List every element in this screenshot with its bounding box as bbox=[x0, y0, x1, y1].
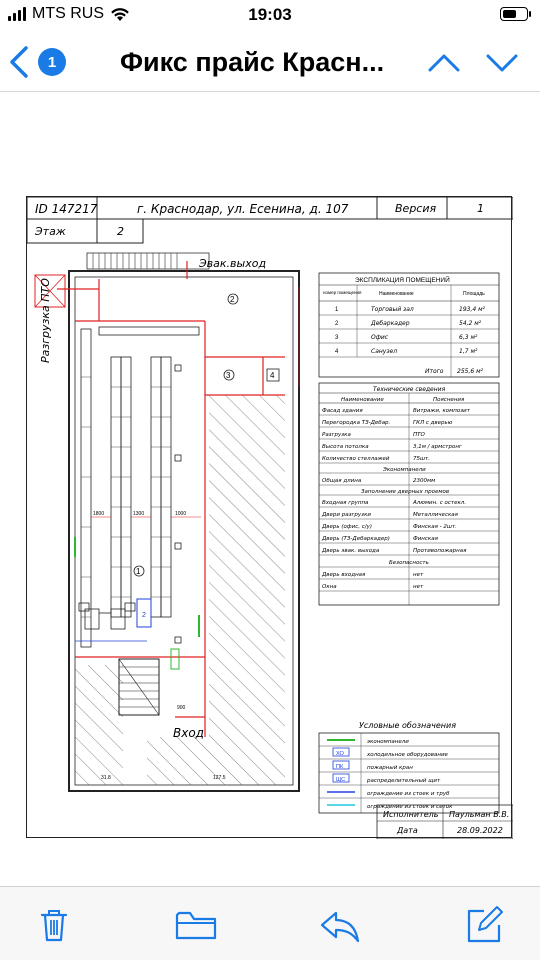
plan-version-value: 1 bbox=[477, 202, 484, 215]
tech-row-value: нет bbox=[413, 584, 424, 590]
plan-floor-value: 2 bbox=[117, 225, 124, 238]
dim-1800: 1800 bbox=[93, 511, 105, 517]
explication-row-area: 6,3 м² bbox=[459, 334, 478, 341]
explication-row-num: 2 bbox=[335, 321, 339, 327]
legend-table bbox=[319, 721, 499, 813]
trash-button[interactable] bbox=[34, 905, 74, 945]
tech-row-name: Разгрузка bbox=[322, 432, 351, 438]
explication-row-num: 1 bbox=[335, 307, 339, 313]
floor-plan-drawing bbox=[27, 197, 513, 839]
svg-text:2: 2 bbox=[142, 612, 146, 619]
explication-row-name: Санузел bbox=[371, 348, 398, 355]
nav-bar bbox=[0, 32, 540, 92]
explication-header-name: Наименование bbox=[379, 291, 414, 297]
compose-icon bbox=[464, 905, 504, 945]
tech-row-name: Окна bbox=[322, 584, 337, 590]
folder-icon bbox=[174, 905, 218, 945]
tech-row-name: Дверь (офис, с/у) bbox=[322, 524, 372, 530]
legend-item-label: холодильное оборудование bbox=[367, 752, 448, 758]
tech-row-value: 75шт. bbox=[413, 456, 430, 462]
explication-row-area: 193,4 м² bbox=[459, 306, 486, 313]
status-bar bbox=[0, 0, 540, 32]
tech-row-value: ГКЛ с дверью bbox=[413, 420, 453, 426]
tech-row-value: Витражи, композит bbox=[413, 408, 470, 414]
room-number-3: 3 bbox=[226, 371, 231, 380]
trash-icon bbox=[34, 905, 74, 945]
legend-pk-symbol: ПК bbox=[336, 764, 344, 770]
tech-row-value: Финская - 2шт. bbox=[413, 524, 457, 530]
tech-header-name: Наименование bbox=[341, 397, 384, 403]
floor-plan-image[interactable] bbox=[26, 196, 512, 838]
tech-row-value: Алюмин. с остекл. bbox=[413, 500, 467, 506]
elevation-2: 127.5 bbox=[213, 775, 226, 781]
explication-row-num: 3 bbox=[335, 335, 339, 341]
evac-exit-label: Эвак.выход bbox=[199, 257, 267, 270]
date-value: 28.09.2022 bbox=[457, 826, 503, 835]
date-label: Дата bbox=[397, 826, 418, 835]
tech-row-name: Общая длина bbox=[322, 478, 362, 484]
tech-header-value: Пояснения bbox=[433, 397, 465, 403]
chevron-down-icon bbox=[482, 44, 522, 80]
explication-table bbox=[319, 273, 499, 377]
room-number-1: 1 bbox=[136, 567, 141, 576]
legend-title: Условные обозначения bbox=[359, 721, 457, 730]
tech-title: Технические сведения bbox=[373, 386, 446, 393]
tech-row-value: 3,1м / армстронг bbox=[413, 444, 462, 450]
dim-1300: 1300 bbox=[133, 511, 145, 517]
plan-floor-label: Этаж bbox=[35, 225, 66, 238]
room-number-4: 4 bbox=[270, 371, 275, 380]
tech-row-name: Входная группа bbox=[322, 500, 369, 506]
tech-row-value: Противопожарная bbox=[413, 548, 467, 554]
tech-table bbox=[319, 383, 499, 605]
dim-1000: 1000 bbox=[175, 511, 187, 517]
unloading-label: Разгрузка ПТО bbox=[39, 278, 52, 363]
tech-safety-title: Безопасность bbox=[389, 560, 429, 566]
tech-row-name: Дверь эвак. выхода bbox=[322, 548, 380, 554]
tech-row-value: Финская bbox=[413, 536, 438, 542]
legend-xo-symbol: ХО bbox=[336, 751, 344, 757]
tech-row-name: Фасад здания bbox=[322, 408, 363, 414]
dim-900: 900 bbox=[177, 705, 186, 711]
executor-label: Исполнитель bbox=[383, 810, 439, 819]
explication-row-name: Офис bbox=[371, 334, 389, 341]
explication-row-name: Дебаркадер bbox=[371, 320, 410, 327]
tech-row-name: Высота потолка bbox=[322, 444, 369, 450]
elevation-1: 31.8 bbox=[101, 775, 111, 781]
legend-item-label: распределительный щит bbox=[367, 778, 441, 784]
plan-version-label: Версия bbox=[395, 202, 437, 215]
reply-icon bbox=[318, 905, 362, 945]
explication-row-name: Торговый зал bbox=[371, 306, 414, 313]
move-to-folder-button[interactable] bbox=[174, 905, 214, 945]
tech-row-name: Двери разгрузки bbox=[322, 512, 371, 518]
tech-row-name: Дверь входная bbox=[322, 572, 366, 578]
message-body[interactable] bbox=[0, 92, 540, 886]
legend-item-label: ограждение из стоек и труб bbox=[367, 791, 450, 797]
next-message-button[interactable] bbox=[482, 44, 522, 80]
explication-row-area: 1,7 м² bbox=[459, 348, 478, 355]
signature-block bbox=[377, 805, 513, 839]
explication-total-label: Итого bbox=[425, 368, 444, 375]
tech-row-value: Металлическая bbox=[413, 512, 458, 518]
legend-item-label: ограждение из стоек и сеток bbox=[367, 804, 453, 810]
battery-fill bbox=[503, 10, 516, 18]
tech-doors-title: Заполнение дверных проемов bbox=[361, 489, 450, 495]
compose-button[interactable] bbox=[464, 905, 504, 945]
plan-address: г. Краснодар, ул. Есенина, д. 107 bbox=[137, 202, 349, 216]
explication-header-area: Площадь bbox=[463, 291, 485, 297]
explication-title: ЭКСПЛИКАЦИЯ ПОМЕЩЕНИЙ bbox=[355, 277, 450, 284]
legend-item-label: пожарный кран bbox=[367, 765, 413, 771]
reply-button[interactable] bbox=[318, 905, 358, 945]
tech-row-name: Количество стеллажей bbox=[322, 456, 390, 462]
executor-value: Паульман В.В. bbox=[449, 810, 510, 819]
entrance-label: Вход bbox=[173, 726, 204, 740]
previous-message-button[interactable] bbox=[424, 44, 464, 80]
explication-header-num: номер помещения bbox=[323, 290, 362, 295]
legend-item-label: экономпанели bbox=[367, 739, 409, 745]
tech-row-name: Перегородка ТЗ-Дебар. bbox=[322, 420, 391, 426]
carrier-name: MTS RUS bbox=[32, 5, 104, 22]
plan-id: ID 147217 bbox=[35, 202, 98, 216]
status-time: 19:03 bbox=[248, 5, 292, 24]
bottom-toolbar bbox=[0, 886, 540, 960]
room-number-2: 2 bbox=[230, 295, 235, 304]
unread-count-badge: 1 bbox=[38, 48, 66, 76]
explication-row-num: 4 bbox=[335, 349, 339, 355]
explication-row-area: 54,2 м² bbox=[459, 320, 482, 327]
chevron-left-icon bbox=[8, 45, 30, 79]
battery-icon bbox=[500, 7, 528, 21]
tech-econ-title: Экономпанели bbox=[383, 467, 426, 473]
explication-total-value: 255,6 м² bbox=[457, 368, 484, 375]
tech-row-value: нет bbox=[413, 572, 424, 578]
tech-row-value: 2300мм bbox=[413, 478, 436, 484]
legend-ssh-symbol: ЩС bbox=[336, 777, 346, 783]
chevron-up-icon bbox=[424, 44, 464, 80]
back-button[interactable] bbox=[8, 40, 78, 84]
tech-row-name: Дверь (ТЗ-Дебаркадер) bbox=[322, 536, 390, 542]
tech-row-value: ПТО bbox=[413, 432, 425, 438]
nav-title: Фикс прайс Красн... bbox=[120, 47, 385, 77]
